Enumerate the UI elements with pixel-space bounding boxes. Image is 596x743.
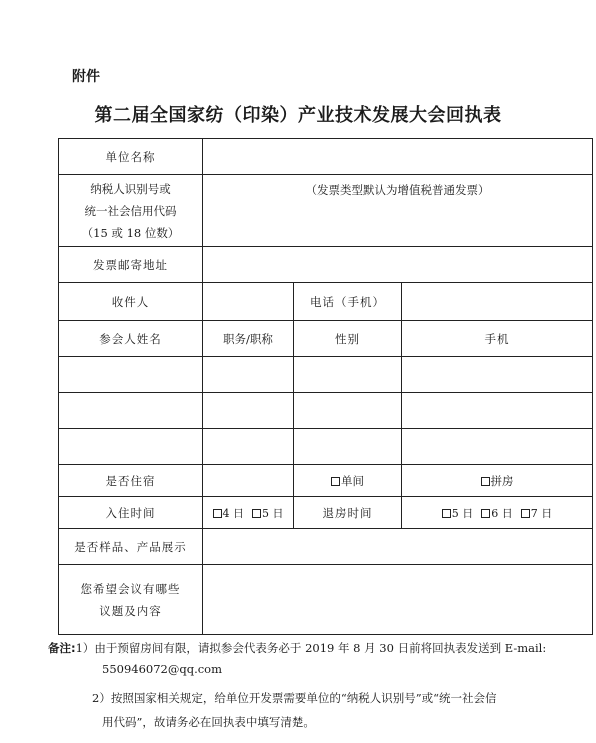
- attendee-position-cell[interactable]: [203, 357, 294, 393]
- attendee-position-cell[interactable]: [203, 393, 294, 429]
- row-tin: [59, 175, 593, 247]
- checkin-options: [203, 497, 294, 529]
- remarks-line4: 用代码”，故请务必在回执表中填写清楚。: [102, 715, 315, 729]
- mobile-header: 手机: [402, 321, 593, 357]
- attendee-name-header: 参会人姓名: [59, 321, 203, 357]
- accommodation-label: 是否住宿: [59, 465, 203, 497]
- tin-label: [59, 175, 203, 247]
- checkin-option-label: 4 日: [222, 506, 244, 520]
- row-checkin-checkout: [59, 497, 593, 529]
- checkin-option-label: 5 日: [262, 506, 284, 520]
- gender-header: 性别: [294, 321, 402, 357]
- remarks-label: 备注:: [48, 641, 76, 655]
- samples-field[interactable]: [203, 529, 593, 565]
- attachment-label: 附件: [72, 69, 100, 85]
- attendee-mobile-cell[interactable]: [402, 357, 593, 393]
- recipient-label: 收件人: [59, 283, 203, 321]
- receipt-form: [58, 138, 593, 635]
- attendee-row: [59, 429, 593, 465]
- tin-label-line1: 纳税人识别号或: [90, 181, 171, 196]
- row-invoice-address: [59, 247, 593, 283]
- shared-room-label: 拼房: [490, 473, 514, 488]
- checkout-options: [402, 497, 593, 529]
- attendee-mobile-cell[interactable]: [402, 429, 593, 465]
- attendee-position-cell[interactable]: [203, 429, 294, 465]
- unit-name-field[interactable]: [203, 139, 593, 175]
- row-attendee-header: [59, 321, 593, 357]
- checkout-label: 退房时间: [294, 497, 402, 529]
- single-room-label: 单间: [341, 473, 364, 488]
- invoice-address-field[interactable]: [203, 247, 593, 283]
- topics-field[interactable]: [203, 565, 593, 635]
- row-accommodation: [59, 465, 593, 497]
- row-topics: [59, 565, 593, 635]
- remarks-text1: 1）由于预留房间有限，请拟参会代表务必于 2019 年 8 月 30 日前将回执表发送到 E-mail:: [75, 641, 547, 655]
- tin-field[interactable]: [203, 175, 593, 247]
- tin-label-line2: 统一社会信用代码: [84, 203, 177, 218]
- attendee-name-cell[interactable]: [59, 393, 203, 429]
- checkout-checkbox[interactable]: [442, 509, 451, 518]
- checkout-checkbox[interactable]: [481, 509, 490, 518]
- phone-field[interactable]: [402, 283, 593, 321]
- position-header: 职务/职称: [203, 321, 294, 357]
- attendee-row: [59, 393, 593, 429]
- page-title: 第二届全国家纺（印染）产业技术发展大会回执表: [94, 105, 502, 126]
- recipient-field[interactable]: [203, 283, 294, 321]
- attendee-name-cell[interactable]: [59, 429, 203, 465]
- checkout-checkbox[interactable]: [521, 509, 530, 518]
- shared-room-option[interactable]: [402, 465, 593, 497]
- topics-label: [59, 565, 203, 635]
- remarks-line3: 2）按照国家相关规定，给单位开发票需要单位的“纳税人识别号”或“统一社会信: [92, 691, 497, 705]
- phone-label: 电话（手机）: [294, 283, 402, 321]
- attendee-row: [59, 357, 593, 393]
- topics-label-line2: 议题及内容: [99, 603, 162, 618]
- remarks-email: 550946072@qq.com: [102, 662, 222, 676]
- attendee-gender-cell[interactable]: [294, 393, 402, 429]
- single-room-checkbox[interactable]: [331, 477, 340, 486]
- checkin-option[interactable]: [252, 507, 284, 520]
- samples-label: 是否样品、产品展示: [59, 529, 203, 565]
- checkout-option[interactable]: [442, 507, 474, 520]
- topics-label-line1: 您希望会议有哪些: [80, 581, 181, 596]
- attendee-name-cell[interactable]: [59, 357, 203, 393]
- checkin-checkbox[interactable]: [252, 509, 261, 518]
- accommodation-blank: [203, 465, 294, 497]
- single-room-option[interactable]: [294, 465, 402, 497]
- invoice-type-note: （发票类型默认为增值税普通发票）: [305, 183, 490, 197]
- attendee-mobile-cell[interactable]: [402, 393, 593, 429]
- invoice-address-label: 发票邮寄地址: [59, 247, 203, 283]
- tin-label-line3: （15 或 18 位数）: [81, 225, 180, 240]
- attendee-gender-cell[interactable]: [294, 429, 402, 465]
- row-unit-name: [59, 139, 593, 175]
- row-samples: [59, 529, 593, 565]
- checkout-option-label: 5 日: [451, 506, 474, 520]
- checkin-checkbox[interactable]: [213, 509, 222, 518]
- remarks-line1: [48, 640, 546, 656]
- row-recipient: [59, 283, 593, 321]
- shared-room-checkbox[interactable]: [481, 477, 490, 486]
- checkin-option[interactable]: [213, 507, 245, 520]
- checkout-option[interactable]: [521, 507, 553, 520]
- unit-name-label: 单位名称: [59, 139, 203, 175]
- checkout-option-label: 7 日: [530, 506, 553, 520]
- checkout-option-label: 6 日: [491, 506, 513, 520]
- checkin-label: 入住时间: [59, 497, 203, 529]
- attendee-gender-cell[interactable]: [294, 357, 402, 393]
- checkout-option[interactable]: [481, 507, 513, 520]
